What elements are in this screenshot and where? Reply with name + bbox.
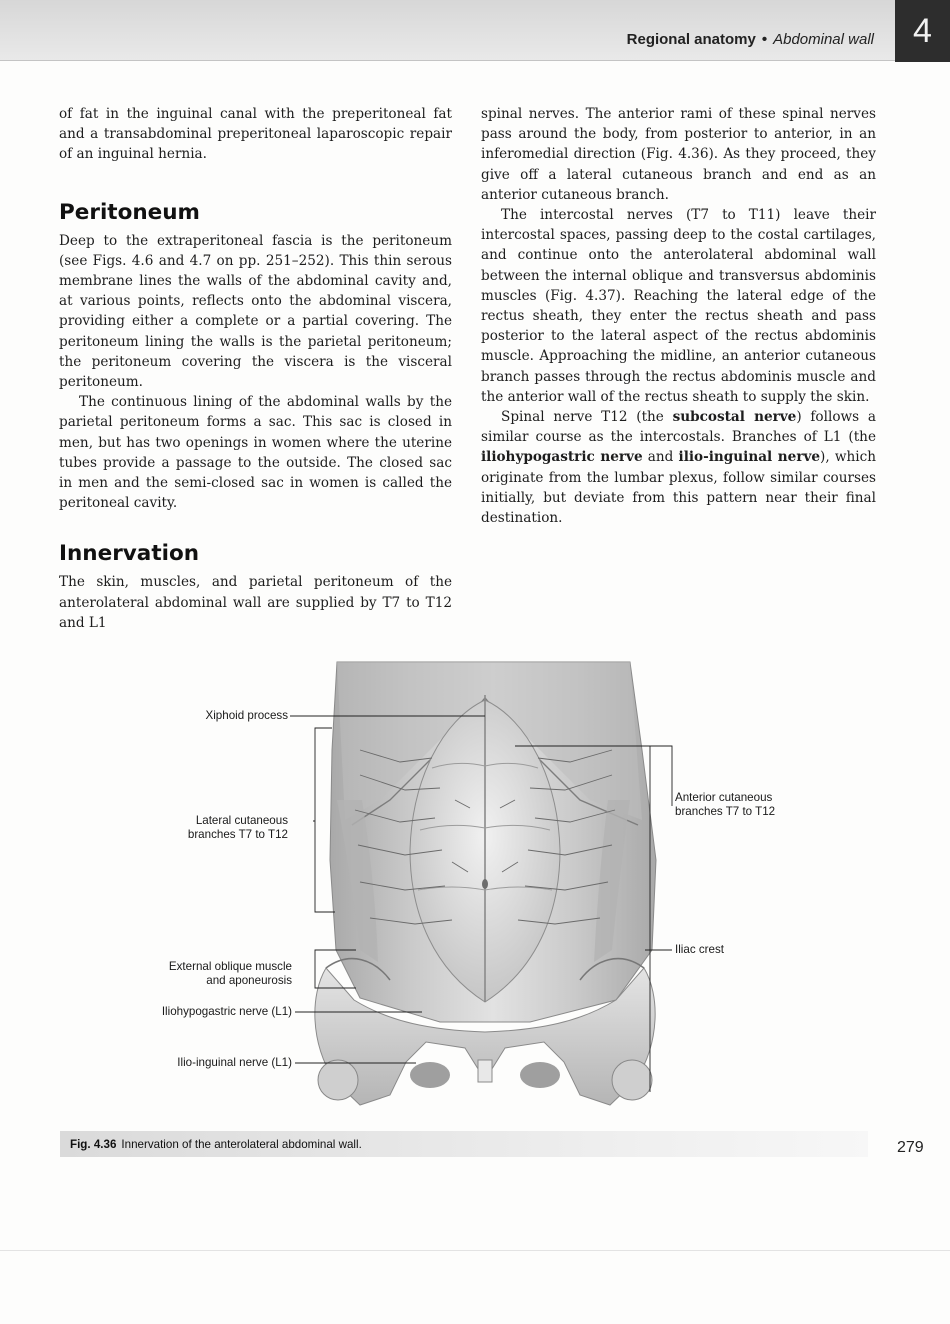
innervation-paragraph-1: The skin, muscles, and parietal peritoneum of the anterolateral abdominal wall are supplied by T7 to T12 and L1 (59, 574, 452, 631)
figure-caption-number: Fig. 4.36 (70, 1138, 117, 1151)
iliohypogastric-label: Iliohypogastric nerve (L1) (161, 1005, 292, 1018)
external-oblique-label-line1: External oblique muscle (168, 960, 292, 973)
t12-text-b: ) follows a similar course as the intercostals. Branches of L1 (the (481, 409, 876, 446)
page-number: 279 (897, 1139, 924, 1156)
obturator-foramen-left (410, 1062, 450, 1088)
t12-l1-paragraph (481, 407, 876, 528)
peritoneum-paragraph-1: Deep to the extraperitoneal fascia is the peritoneum (see Figs. 4.6 and 4.7 on pp. 251–252). This thin serous membrane lines the walls of the abdominal cavity and, at various points, reflects onto the abdominal viscera, providing either a complete or a partial covering. The peritoneum lining the walls is the parietal peritoneum; the peritoneum covering the viscera is the visceral peritoneum. (59, 232, 452, 391)
right-column (481, 104, 876, 528)
intro-paragraph: of fat in the inguinal canal with the preperitoneal fat and a transabdominal preperitoneal laparoscopic repair of an inguinal hernia. (59, 106, 452, 163)
figure-4-36 (60, 650, 860, 1120)
figure-caption (70, 1138, 362, 1151)
umbilicus (482, 879, 488, 889)
lateral-cutaneous-label (188, 814, 288, 842)
running-head (627, 31, 874, 48)
anterior-cutaneous-label (675, 791, 775, 819)
innervation-heading: Innervation (59, 541, 200, 567)
anterior-cutaneous-label-line2: branches T7 to T12 (675, 805, 776, 818)
t12-text-a: Spinal nerve T12 (the (501, 409, 673, 426)
lateral-cutaneous-label-line2: branches T7 to T12 (187, 828, 288, 841)
ilioinguinal-nerve-term: ilio-inguinal nerve (678, 449, 821, 466)
t12-text-d: ), which originate from the lumbar plexus, follow similar courses initially, but deviate from this pattern near their final destination. (481, 449, 876, 527)
abdominal-wall-illustration (60, 650, 860, 1120)
chapter-tab: 4 (895, 0, 950, 62)
iliac-crest-label: Iliac crest (675, 943, 724, 956)
peritoneum-paragraph-2: The continuous lining of the abdominal walls by the parietal peritoneum forms a sac. This sac is closed in men, but has two openings in women where the uterine tubes provide a passage to the outside. The closed sac in men and the semi-closed sac in women is called the peritoneal cavity. (59, 394, 452, 512)
obturator-foramen-right (520, 1062, 560, 1088)
running-head-topic: Abdominal wall (773, 31, 874, 48)
external-oblique-label (169, 960, 292, 988)
footer-rule (0, 1250, 950, 1251)
lateral-cutaneous-label-line1: Lateral cutaneous (195, 814, 288, 827)
pubic-symphysis (478, 1060, 492, 1082)
peritoneum-heading: Peritoneum (59, 199, 200, 225)
left-column (59, 104, 452, 633)
femur-head-right (612, 1060, 652, 1100)
running-head-separator: • (761, 31, 768, 48)
intercostal-nerves-paragraph: The intercostal nerves (T7 to T11) leave their intercostal spaces, passing deep to the costal cartilages, and continue onto the anterolateral abdominal wall between the internal oblique and transversus abdominis muscles (Fig. 4.37). Reaching the lateral edge of the rectus sheath, they enter the rectus sheath and pass posterior to the lateral aspect of the rectus abdominis muscle. Approaching the midline, an anterior cutaneous branch passes through the rectus abdominis muscle and the anterior wall of the rectus sheath to supply the skin. (481, 207, 876, 405)
spinal-nerves-paragraph: spinal nerves. The anterior rami of these spinal nerves pass around the body, from posterior to anterior, in an inferomedial direction (Fig. 4.36). As they proceed, they give off a lateral cutaneous branch and end as an anterior cutaneous branch. (481, 106, 876, 203)
femur-head-left (318, 1060, 358, 1100)
figure-caption-text: Innervation of the anterolateral abdominal wall. (121, 1138, 362, 1151)
iliohypogastric-nerve-term: iliohypogastric nerve (481, 449, 643, 466)
external-oblique-label-line2: and aponeurosis (206, 974, 292, 987)
anterior-cutaneous-label-line1: Anterior cutaneous (675, 791, 773, 804)
xiphoid-label: Xiphoid process (205, 709, 288, 722)
running-head-section: Regional anatomy (626, 31, 756, 48)
subcostal-nerve-term: subcostal nerve (672, 409, 797, 426)
ilioinguinal-label: Ilio-inguinal nerve (L1) (177, 1056, 292, 1069)
t12-text-c: and (642, 449, 679, 466)
